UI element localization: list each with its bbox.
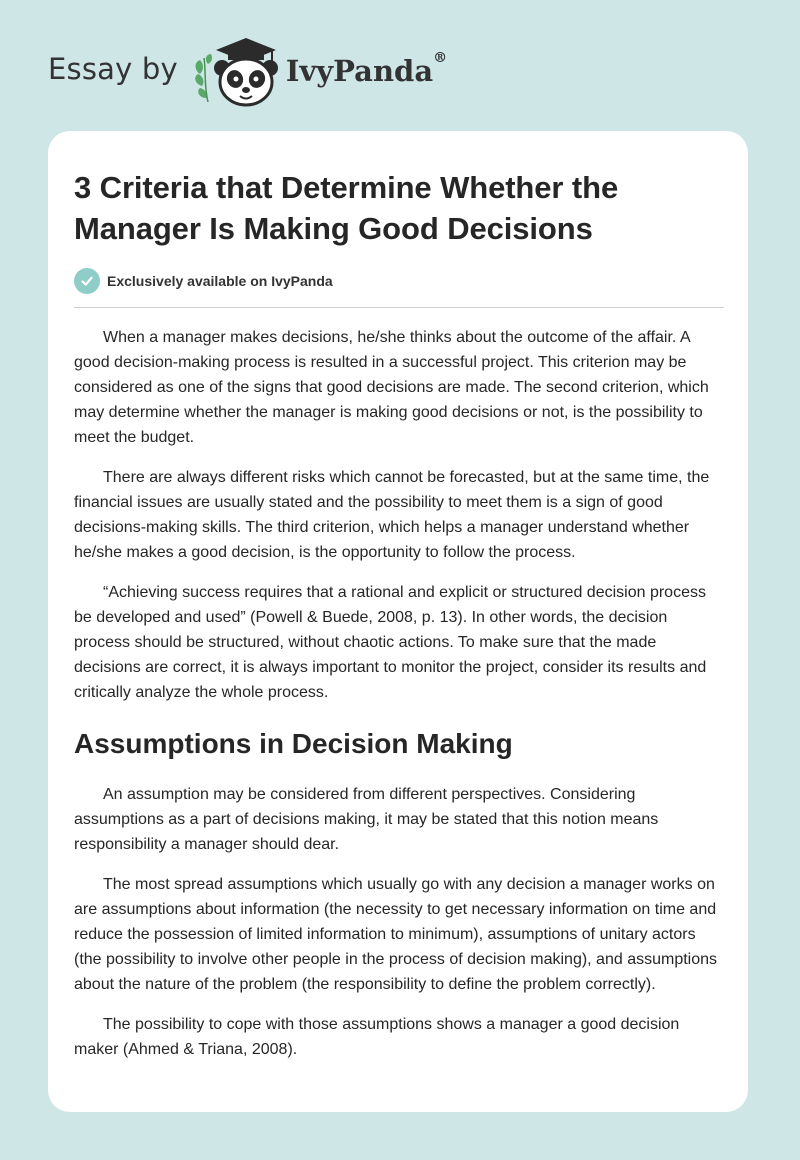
divider — [74, 307, 724, 308]
check-icon — [74, 268, 100, 294]
paragraph: There are always different risks which cannot be forecasted, but at the same time, the financial issues are usually stated and the possibility to meet them is a sign of good decisions-making skills. The third criterion, which helps a manager understand whether he/she makes a good decision, is the opportunity to follow the process. — [74, 469, 710, 561]
brand-name[interactable] — [285, 50, 448, 88]
panda-graduate-icon[interactable] — [192, 34, 280, 110]
registered-mark: ® — [433, 50, 448, 66]
page-title: 3 Criteria that Determine Whether the Manager Is Making Good Decisions — [74, 170, 619, 246]
paragraph: The possibility to cope with those assumptions shows a manager a good decision maker (Ahmed & Triana, 2008). — [74, 1016, 680, 1058]
exclusive-label: Exclusively available on IvyPanda — [107, 273, 333, 289]
site-header — [48, 34, 447, 110]
article-body — [74, 325, 722, 1062]
paragraph: An assumption may be considered from different perspectives. Considering assumptions as a part of decisions making, it may be stated that this notion means responsibility a manager should dear. — [74, 786, 659, 853]
paragraph: The most spread assumptions which usually go with any decision a manager works on are assumptions about information (the necessity to get necessary information on time and reduce the possession of limited information to minimum), assumptions of unitary actors (the possibility to involve other people in the process of decision making), and assumptions about the nature of the problem (the responsibility to define the problem correctly). — [74, 876, 718, 993]
section-heading: Assumptions in Decision Making — [74, 728, 513, 759]
paragraph: “Achieving success requires that a rational and explicit or structured decision process be developed and used” (Powell & Buede, 2008, p. 13). In other words, the decision process should be structured, without chaotic actions. To make sure that the made decisions are correct, it is always important to monitor the project, consider its results and critically analyze the whole process. — [74, 584, 707, 701]
exclusive-badge — [74, 267, 722, 295]
essay-card — [48, 131, 748, 1112]
brand-text: IvyPanda — [285, 54, 434, 88]
essay-by-label: Essay by — [48, 52, 178, 86]
paragraph: When a manager makes decisions, he/she thinks about the outcome of the affair. A good decision-making process is resulted in a successful project. This criterion may be considered as one of the signs that good decisions are made. The second criterion, which may determine whether the manager is making good decisions or not, is the possibility to meet the budget. — [74, 329, 709, 446]
